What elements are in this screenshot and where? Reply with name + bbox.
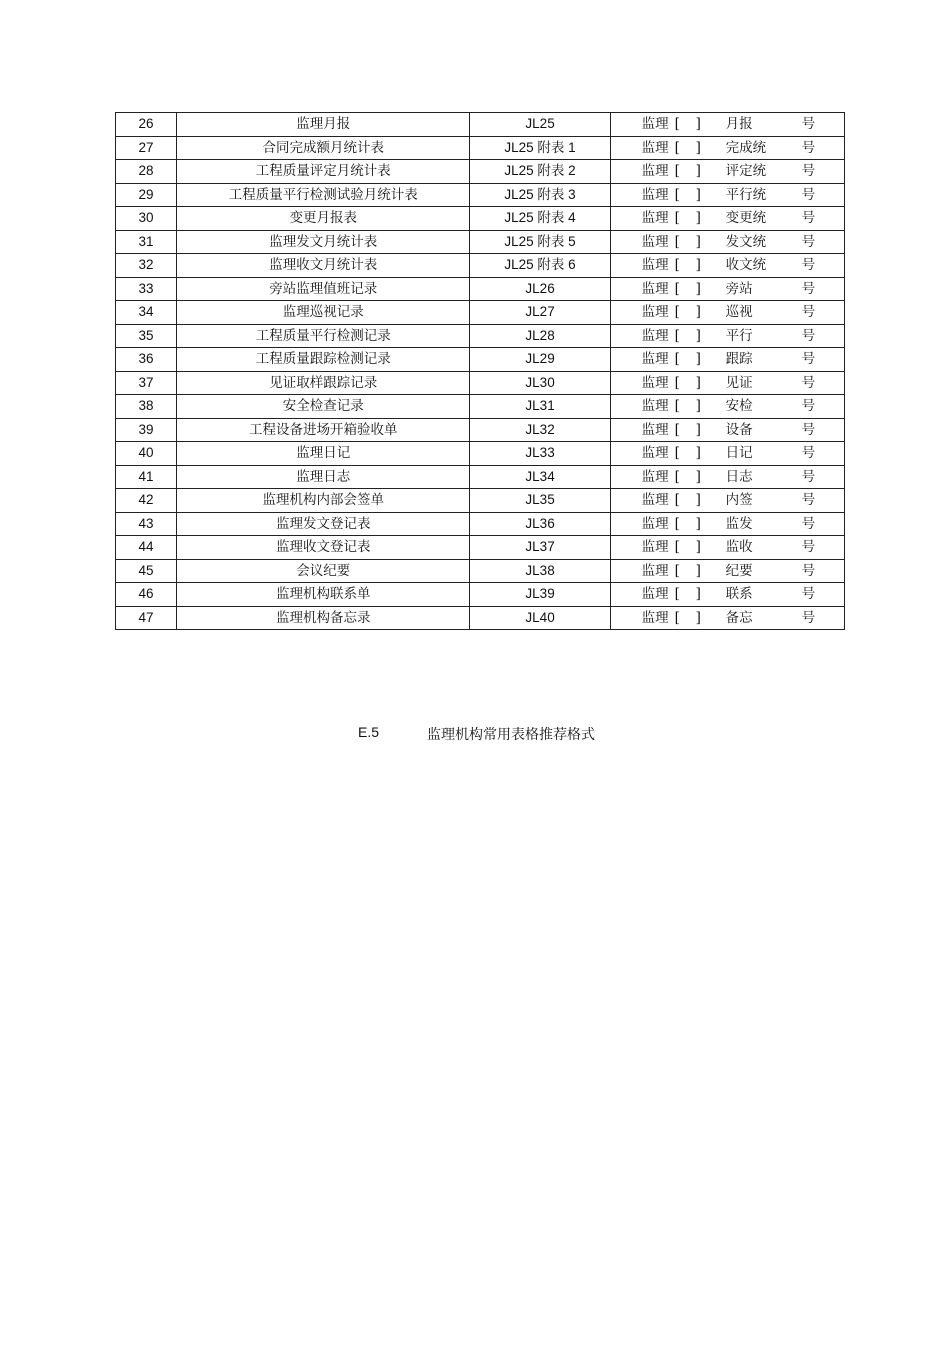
table-row [116, 230, 845, 254]
number-suffix: 号 [801, 304, 816, 320]
document-number-format [610, 183, 844, 207]
number-left-bracket: [ [674, 562, 680, 579]
form-code: JL31 [470, 395, 610, 419]
form-name: 监理机构内部会签单 [177, 489, 470, 513]
number-abbreviation: 月报 [725, 116, 753, 132]
section-number: E.5 [358, 724, 380, 740]
form-name: 监理机构备忘录 [177, 606, 470, 630]
form-code: JL36 [470, 512, 610, 536]
number-left-bracket: [ [674, 257, 680, 273]
number-suffix: 号 [801, 186, 816, 203]
table-row [116, 277, 845, 301]
form-name: 监理收文登记表 [177, 536, 470, 560]
document-number-format [610, 254, 844, 278]
form-code: JL32 [470, 418, 610, 442]
number-abbreviation: 变更统 [725, 210, 767, 226]
form-code: JL29 [470, 348, 610, 372]
number-suffix: 号 [801, 562, 816, 579]
number-suffix: 号 [801, 445, 816, 461]
form-name: 监理收文月统计表 [177, 254, 470, 278]
table-row [116, 583, 845, 607]
number-left-bracket: [ [674, 327, 680, 344]
number-suffix: 号 [801, 233, 816, 250]
row-number: 31 [116, 230, 177, 254]
number-prefix: 监理 [641, 586, 669, 602]
number-prefix: 监理 [641, 374, 669, 391]
number-prefix: 监理 [641, 421, 669, 438]
number-right-bracket: ] [695, 492, 701, 508]
row-number: 28 [116, 160, 177, 184]
form-name: 工程质量评定月统计表 [177, 160, 470, 184]
document-number-format [610, 113, 844, 137]
form-name: 监理发文月统计表 [177, 230, 470, 254]
number-left-bracket: [ [674, 515, 680, 532]
number-suffix: 号 [801, 163, 816, 179]
number-abbreviation: 完成统 [725, 139, 767, 156]
form-code: JL25 附表 6 [470, 254, 610, 278]
number-left-bracket: [ [674, 139, 680, 156]
document-number-format [610, 489, 844, 513]
form-code: JL37 [470, 536, 610, 560]
number-prefix: 监理 [641, 539, 669, 555]
table-row [116, 371, 845, 395]
number-prefix: 监理 [641, 445, 669, 461]
document-number-format [610, 301, 844, 325]
number-right-bracket: ] [695, 257, 701, 273]
row-number: 33 [116, 277, 177, 301]
form-code: JL25 附表 5 [470, 230, 610, 254]
number-prefix: 监理 [641, 562, 669, 579]
number-abbreviation: 监发 [725, 515, 753, 532]
form-name: 监理日志 [177, 465, 470, 489]
number-left-bracket: [ [674, 539, 680, 555]
number-right-bracket: ] [695, 233, 701, 250]
table-row [116, 136, 845, 160]
row-number: 26 [116, 113, 177, 137]
form-code: JL38 [470, 559, 610, 583]
number-suffix: 号 [801, 421, 816, 438]
form-code: JL25 [470, 113, 610, 137]
number-left-bracket: [ [674, 492, 680, 508]
form-code: JL28 [470, 324, 610, 348]
row-number: 39 [116, 418, 177, 442]
number-prefix: 监理 [641, 280, 669, 297]
form-code: JL26 [470, 277, 610, 301]
number-right-bracket: ] [695, 210, 701, 226]
number-left-bracket: [ [674, 421, 680, 438]
document-number-format [610, 512, 844, 536]
form-name: 变更月报表 [177, 207, 470, 231]
form-code: JL25 附表 4 [470, 207, 610, 231]
number-prefix: 监理 [641, 398, 669, 414]
number-prefix: 监理 [641, 210, 669, 226]
row-number: 47 [116, 606, 177, 630]
document-number-format [610, 371, 844, 395]
number-abbreviation: 纪要 [725, 562, 753, 579]
number-prefix: 监理 [641, 257, 669, 273]
number-left-bracket: [ [674, 586, 680, 602]
number-prefix: 监理 [641, 304, 669, 320]
number-left-bracket: [ [674, 304, 680, 320]
table-row [116, 113, 845, 137]
number-left-bracket: [ [674, 280, 680, 297]
row-number: 36 [116, 348, 177, 372]
document-number-format [610, 606, 844, 630]
number-left-bracket: [ [674, 398, 680, 414]
form-name: 合同完成额月统计表 [177, 136, 470, 160]
form-name: 工程设备进场开箱验收单 [177, 418, 470, 442]
number-prefix: 监理 [641, 139, 669, 156]
number-suffix: 号 [801, 539, 816, 555]
number-prefix: 监理 [641, 327, 669, 344]
number-right-bracket: ] [695, 374, 701, 391]
number-left-bracket: [ [674, 233, 680, 250]
number-prefix: 监理 [641, 351, 669, 367]
table-row [116, 442, 845, 466]
number-suffix: 号 [801, 468, 816, 485]
number-prefix: 监理 [641, 116, 669, 132]
document-number-format [610, 559, 844, 583]
number-right-bracket: ] [695, 609, 701, 626]
number-right-bracket: ] [695, 327, 701, 344]
number-abbreviation: 见证 [725, 374, 753, 391]
form-name: 旁站监理值班记录 [177, 277, 470, 301]
document-number-format [610, 395, 844, 419]
document-number-format [610, 442, 844, 466]
number-left-bracket: [ [674, 163, 680, 179]
number-abbreviation: 安检 [725, 398, 753, 414]
number-right-bracket: ] [695, 515, 701, 532]
table-row [116, 254, 845, 278]
number-abbreviation: 发文统 [725, 233, 767, 250]
table-row [116, 512, 845, 536]
form-name: 会议纪要 [177, 559, 470, 583]
form-code: JL30 [470, 371, 610, 395]
row-number: 32 [116, 254, 177, 278]
row-number: 38 [116, 395, 177, 419]
table-row [116, 536, 845, 560]
table-row [116, 348, 845, 372]
number-left-bracket: [ [674, 374, 680, 391]
form-name: 见证取样跟踪记录 [177, 371, 470, 395]
section-heading [0, 724, 950, 744]
row-number: 43 [116, 512, 177, 536]
number-suffix: 号 [801, 609, 816, 626]
number-abbreviation: 跟踪 [725, 351, 753, 367]
forms-table-body [116, 113, 845, 630]
number-suffix: 号 [801, 116, 816, 132]
form-name: 安全检查记录 [177, 395, 470, 419]
row-number: 30 [116, 207, 177, 231]
form-code: JL25 附表 3 [470, 183, 610, 207]
table-row [116, 559, 845, 583]
form-name: 工程质量平行检测试验月统计表 [177, 183, 470, 207]
number-abbreviation: 联系 [725, 586, 753, 602]
number-suffix: 号 [801, 210, 816, 226]
number-left-bracket: [ [674, 609, 680, 626]
number-prefix: 监理 [641, 609, 669, 626]
form-code: JL34 [470, 465, 610, 489]
document-number-format [610, 136, 844, 160]
number-suffix: 号 [801, 374, 816, 391]
number-right-bracket: ] [695, 586, 701, 602]
table-row [116, 183, 845, 207]
number-abbreviation: 收文统 [725, 257, 767, 273]
document-number-format [610, 583, 844, 607]
number-right-bracket: ] [695, 139, 701, 156]
table-row [116, 489, 845, 513]
form-code: JL40 [470, 606, 610, 630]
form-name: 监理发文登记表 [177, 512, 470, 536]
row-number: 29 [116, 183, 177, 207]
number-right-bracket: ] [695, 421, 701, 438]
number-left-bracket: [ [674, 210, 680, 226]
row-number: 27 [116, 136, 177, 160]
number-right-bracket: ] [695, 186, 701, 203]
number-left-bracket: [ [674, 445, 680, 461]
number-abbreviation: 监收 [725, 539, 753, 555]
form-code: JL35 [470, 489, 610, 513]
form-code: JL25 附表 2 [470, 160, 610, 184]
document-number-format [610, 277, 844, 301]
number-right-bracket: ] [695, 116, 701, 132]
section-title: 监理机构常用表格推荐格式 [427, 727, 595, 743]
number-prefix: 监理 [641, 233, 669, 250]
number-right-bracket: ] [695, 539, 701, 555]
document-number-format [610, 207, 844, 231]
number-suffix: 号 [801, 139, 816, 156]
document-number-format [610, 465, 844, 489]
row-number: 37 [116, 371, 177, 395]
number-abbreviation: 备忘 [725, 609, 753, 626]
number-suffix: 号 [801, 586, 816, 602]
number-suffix: 号 [801, 280, 816, 297]
number-abbreviation: 日志 [725, 468, 753, 485]
table-row [116, 160, 845, 184]
row-number: 41 [116, 465, 177, 489]
number-abbreviation: 平行统 [725, 186, 767, 203]
number-right-bracket: ] [695, 351, 701, 367]
number-suffix: 号 [801, 492, 816, 508]
table-row [116, 207, 845, 231]
form-name: 监理月报 [177, 113, 470, 137]
number-suffix: 号 [801, 398, 816, 414]
number-right-bracket: ] [695, 304, 701, 320]
number-prefix: 监理 [641, 492, 669, 508]
table-row [116, 465, 845, 489]
form-code: JL33 [470, 442, 610, 466]
document-number-format [610, 348, 844, 372]
number-abbreviation: 巡视 [725, 304, 753, 320]
row-number: 44 [116, 536, 177, 560]
number-suffix: 号 [801, 515, 816, 532]
row-number: 35 [116, 324, 177, 348]
table-row [116, 606, 845, 630]
number-abbreviation: 平行 [725, 327, 753, 344]
document-number-format [610, 230, 844, 254]
row-number: 45 [116, 559, 177, 583]
number-left-bracket: [ [674, 186, 680, 203]
table-row [116, 395, 845, 419]
number-prefix: 监理 [641, 468, 669, 485]
number-abbreviation: 评定统 [725, 163, 767, 179]
number-suffix: 号 [801, 327, 816, 344]
number-left-bracket: [ [674, 468, 680, 485]
form-name: 监理日记 [177, 442, 470, 466]
number-abbreviation: 内签 [725, 492, 753, 508]
row-number: 40 [116, 442, 177, 466]
row-number: 34 [116, 301, 177, 325]
form-code: JL39 [470, 583, 610, 607]
number-abbreviation: 旁站 [725, 280, 753, 297]
document-number-format [610, 418, 844, 442]
row-number: 42 [116, 489, 177, 513]
form-name: 工程质量平行检测记录 [177, 324, 470, 348]
number-right-bracket: ] [695, 445, 701, 461]
number-right-bracket: ] [695, 280, 701, 297]
document-number-format [610, 536, 844, 560]
row-number: 46 [116, 583, 177, 607]
table-row [116, 324, 845, 348]
forms-table [115, 112, 845, 630]
form-code: JL25 附表 1 [470, 136, 610, 160]
number-suffix: 号 [801, 257, 816, 273]
document-number-format [610, 160, 844, 184]
number-prefix: 监理 [641, 186, 669, 203]
number-right-bracket: ] [695, 562, 701, 579]
number-right-bracket: ] [695, 398, 701, 414]
number-left-bracket: [ [674, 351, 680, 367]
number-prefix: 监理 [641, 163, 669, 179]
number-right-bracket: ] [695, 163, 701, 179]
form-name: 监理巡视记录 [177, 301, 470, 325]
table-row [116, 301, 845, 325]
number-suffix: 号 [801, 351, 816, 367]
number-abbreviation: 日记 [725, 445, 753, 461]
number-left-bracket: [ [674, 116, 680, 132]
number-prefix: 监理 [641, 515, 669, 532]
form-name: 工程质量跟踪检测记录 [177, 348, 470, 372]
number-abbreviation: 设备 [725, 421, 753, 438]
form-name: 监理机构联系单 [177, 583, 470, 607]
number-right-bracket: ] [695, 468, 701, 485]
document-number-format [610, 324, 844, 348]
table-row [116, 418, 845, 442]
form-code: JL27 [470, 301, 610, 325]
